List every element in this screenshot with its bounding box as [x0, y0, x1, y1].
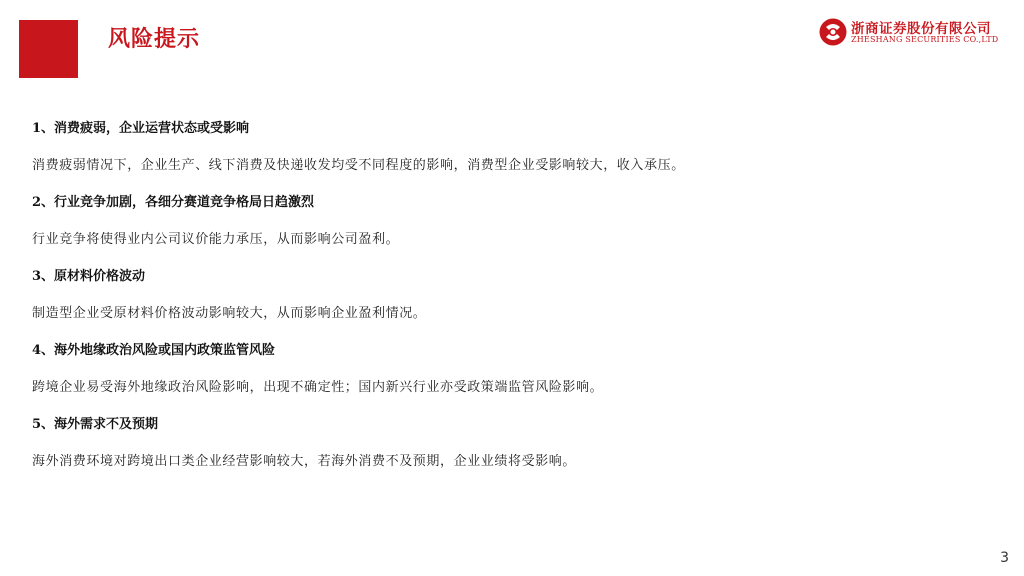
risk-heading: 3、原材料价格波动 — [32, 269, 146, 284]
risk-item — [32, 119, 992, 180]
risk-description: 制造型企业受原材料价格波动影响较大，从而影响企业盈利情况。 — [32, 306, 427, 321]
logo-name-cn: 浙商证券股份有限公司 — [851, 21, 991, 37]
title-accent-block — [19, 20, 78, 78]
logo-name-en: ZHESHANG SECURITIES CO.,LTD — [851, 35, 999, 44]
risk-item — [32, 415, 992, 476]
risk-item — [32, 267, 992, 328]
company-logo — [818, 17, 1004, 51]
risk-description: 消费疲弱情况下，企业生产、线下消费及快递收发均受不同程度的影响，消费型企业受影响较大，收入承压。 — [32, 158, 685, 173]
logo-emblem-icon — [818, 17, 848, 47]
risk-heading: 1、消费疲弱，企业运营状态或受影响 — [32, 121, 250, 136]
risk-description: 行业竞争将使得业内公司议价能力承压，从而影响公司盈利。 — [32, 232, 400, 247]
risk-description: 跨境企业易受海外地缘政治风险影响，出现不确定性；国内新兴行业亦受政策端监管风险影响。 — [32, 380, 604, 395]
risk-description: 海外消费环境对跨境出口类企业经营影响较大，若海外消费不及预期，企业业绩将受影响。 — [32, 454, 577, 469]
page-title: 风险提示 — [108, 27, 201, 52]
risk-heading: 4、海外地缘政治风险或国内政策监管风险 — [32, 343, 276, 358]
risk-item — [32, 341, 992, 402]
risk-heading: 5、海外需求不及预期 — [32, 417, 159, 432]
risk-heading: 2、行业竞争加剧，各细分赛道竞争格局日趋激烈 — [32, 195, 315, 210]
risk-item — [32, 193, 992, 254]
risk-list — [32, 119, 992, 489]
page-number: 3 — [1000, 550, 1009, 566]
